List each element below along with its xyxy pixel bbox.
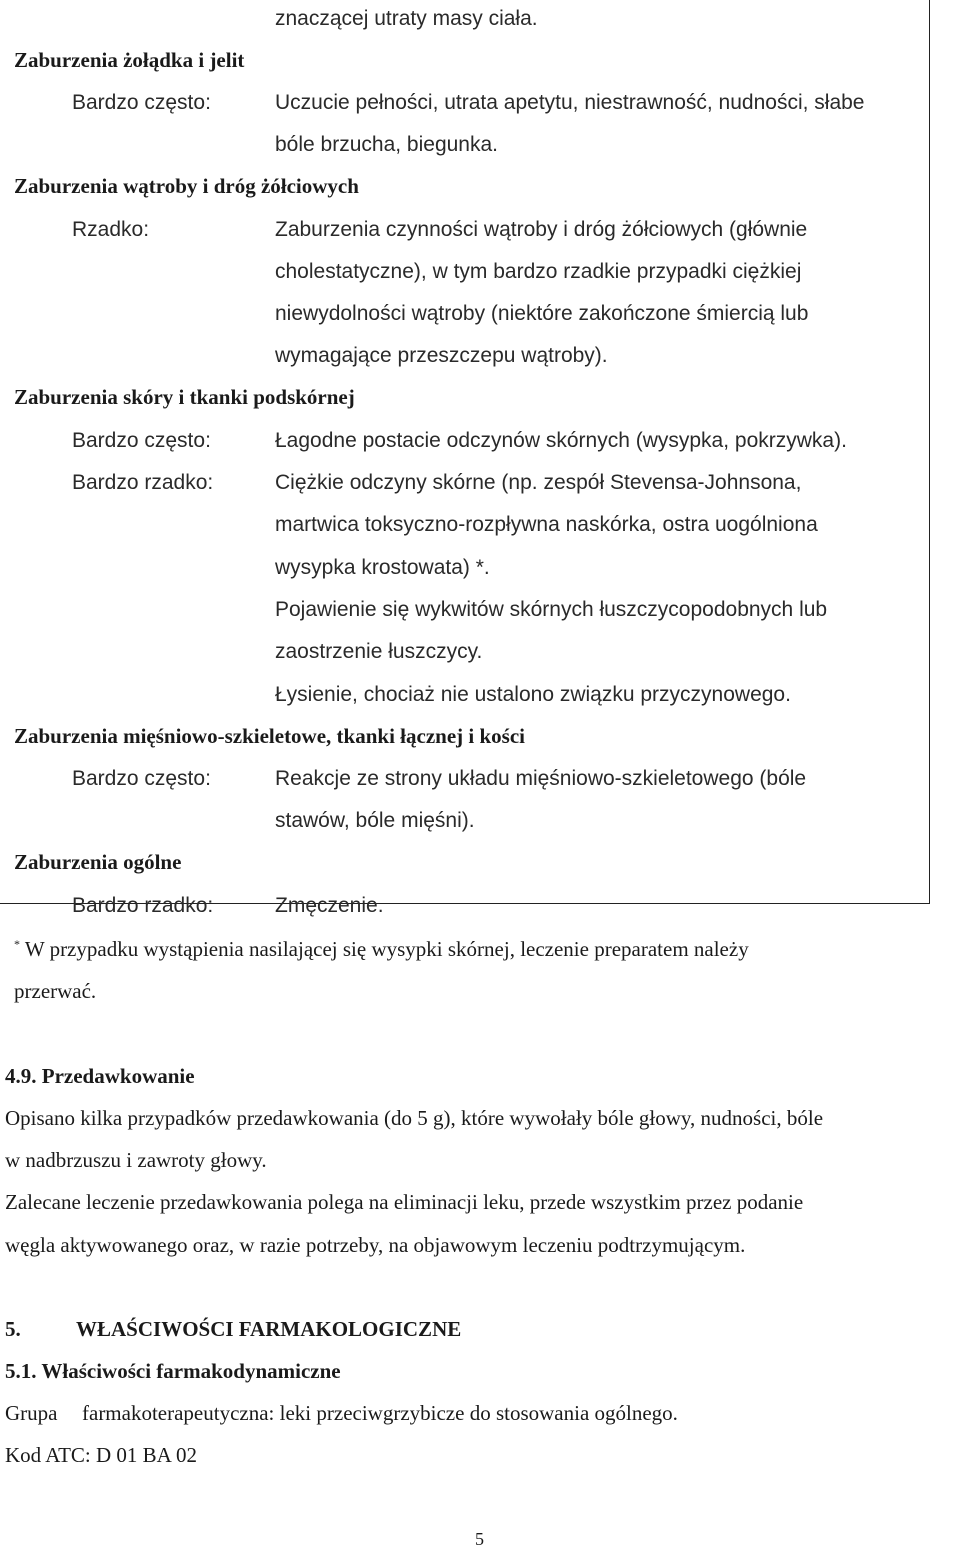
footnote bbox=[14, 938, 749, 960]
subsection-heading: 5.1. Właściwości farmakodynamiczne bbox=[5, 1359, 341, 1383]
paragraph-line: Opisano kilka przypadków przedawkowania (do 5 g), które wywołały bóle głowy, nudności, bóle bbox=[5, 1106, 824, 1130]
frequency-label: Bardzo rzadko: bbox=[72, 894, 214, 917]
section-heading-overdose: 4.9. Przedawkowanie bbox=[5, 1064, 195, 1088]
atc-code: Kod ATC: D 01 BA 02 bbox=[5, 1443, 197, 1467]
frequency-label: Bardzo często: bbox=[72, 91, 211, 114]
table-cell-text: martwica toksyczno-rozpływna naskórka, ostra uogólniona bbox=[275, 513, 818, 536]
category-heading: Zaburzenia ogólne bbox=[14, 850, 182, 874]
category-heading: Zaburzenia mięśniowo-szkieletowe, tkanki łącznej i kości bbox=[14, 724, 525, 748]
group-label: Grupa bbox=[5, 1401, 58, 1425]
frequency-label: Bardzo często: bbox=[72, 429, 211, 452]
table-cell-text: znaczącej utraty masy ciała. bbox=[275, 7, 538, 30]
table-cell-text: Zaburzenia czynności wątroby i dróg żółciowych (głównie bbox=[275, 218, 808, 241]
table-cell-text: zaostrzenie łuszczycy. bbox=[275, 640, 483, 663]
paragraph-line: Zalecane leczenie przedawkowania polega na eliminacji leku, przede wszystkim przez podanie bbox=[5, 1190, 804, 1214]
table-cell-text: Łagodne postacie odczynów skórnych (wysypka, pokrzywka). bbox=[275, 429, 847, 452]
section-number: 5. bbox=[5, 1317, 21, 1341]
table-cell-text: wymagające przeszczepu wątroby). bbox=[275, 344, 608, 367]
frequency-label: Bardzo rzadko: bbox=[72, 471, 214, 494]
table-cell-text: Ciężkie odczyny skórne (np. zespół Stevensa-Johnsona, bbox=[275, 471, 802, 494]
frequency-label: Rzadko: bbox=[72, 218, 150, 241]
page-number: 5 bbox=[475, 1529, 484, 1549]
table-cell-text: bóle brzucha, biegunka. bbox=[275, 133, 498, 156]
category-heading: Zaburzenia wątroby i dróg żółciowych bbox=[14, 174, 359, 198]
footnote-text: W przypadku wystąpienia nasilającej się wysypki skórnej, leczenie preparatem należy bbox=[24, 937, 749, 961]
table-cell-text: niewydolności wątroby (niektóre zakończone śmiercią lub bbox=[275, 302, 809, 325]
paragraph-line: węgla aktywowanego oraz, w razie potrzeby, na objawowym leczeniu podtrzymującym. bbox=[5, 1233, 746, 1257]
table-cell-text: stawów, bóle mięśni). bbox=[275, 809, 475, 832]
footnote-text-continued: przerwać. bbox=[14, 979, 97, 1003]
paragraph-line: w nadbrzuszu i zawroty głowy. bbox=[5, 1148, 267, 1172]
table-cell-text: Zmęczenie. bbox=[275, 894, 384, 917]
table-cell-text: Łysienie, chociaż nie ustalono związku przyczynowego. bbox=[275, 683, 791, 706]
frequency-label: Bardzo często: bbox=[72, 767, 211, 790]
group-text: farmakoterapeutyczna: leki przeciwgrzybicze do stosowania ogólnego. bbox=[82, 1401, 678, 1425]
table-cell-text: Pojawienie się wykwitów skórnych łuszczycopodobnych lub bbox=[275, 598, 828, 621]
category-heading: Zaburzenia żołądka i jelit bbox=[14, 48, 245, 72]
table-cell-text: wysypka krostowata) *. bbox=[275, 556, 490, 579]
section-heading-pharmacology: WŁAŚCIWOŚCI FARMAKOLOGICZNE bbox=[76, 1317, 462, 1341]
footnote-mark: * bbox=[14, 937, 20, 951]
table-cell-text: Uczucie pełności, utrata apetytu, niestrawność, nudności, słabe bbox=[275, 91, 865, 114]
table-cell-text: Reakcje ze strony układu mięśniowo-szkieletowego (bóle bbox=[275, 767, 807, 790]
category-heading: Zaburzenia skóry i tkanki podskórnej bbox=[14, 385, 355, 409]
table-cell-text: cholestatyczne), w tym bardzo rzadkie przypadki ciężkiej bbox=[275, 260, 802, 283]
